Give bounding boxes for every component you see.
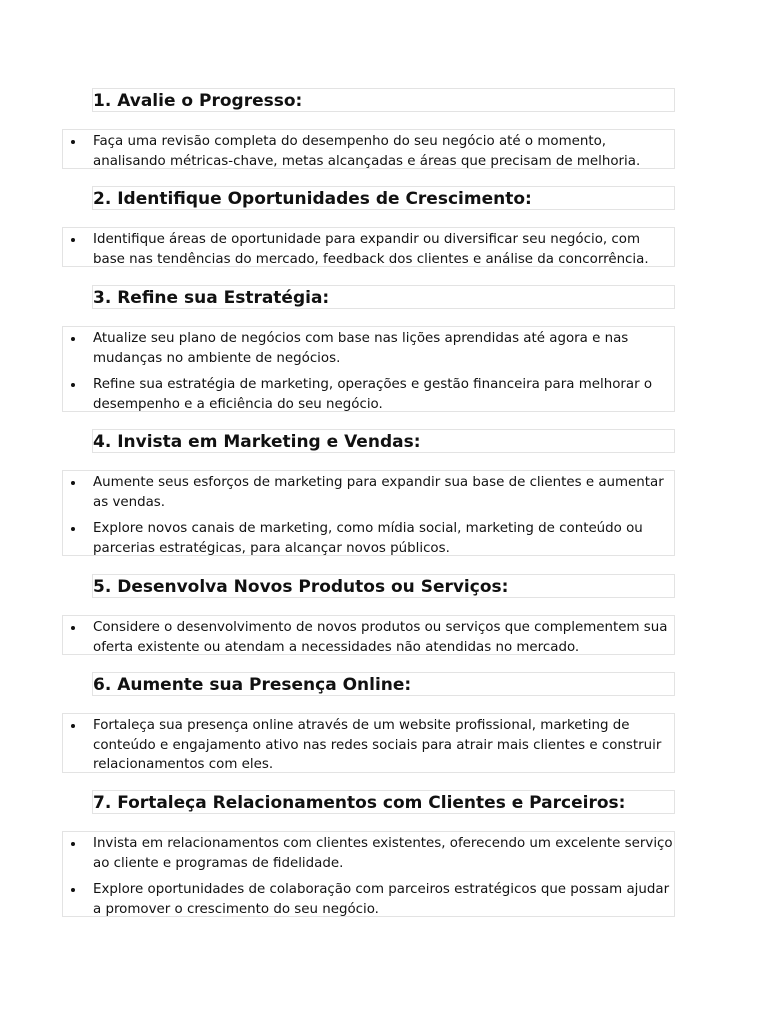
- list-item: Identifique áreas de oportunidade para expandir ou diversificar seu negócio, com base nas tendências do mercado, feedback dos clientes e análise da concorrência.: [63, 230, 674, 269]
- list-item: Invista em relacionamentos com clientes existentes, oferecendo um excelente serviço ao cliente e programas de fidelidade.: [63, 834, 674, 873]
- section-1-list: [62, 129, 675, 169]
- list-item: Aumente seus esforços de marketing para expandir sua base de clientes e aumentar as vendas.: [63, 473, 674, 512]
- section-4-list: [62, 470, 675, 556]
- section-5-list: [62, 615, 675, 655]
- section-7-heading: 7. Fortaleça Relacionamentos com Clientes e Parceiros:: [92, 790, 675, 814]
- list-item: Refine sua estratégia de marketing, operações e gestão financeira para melhorar o desempenho e a eficiência do seu negócio.: [63, 375, 674, 414]
- section-2-list: [62, 227, 675, 267]
- section-2-heading: 2. Identifique Oportunidades de Crescimento:: [92, 186, 675, 210]
- section-3-list: [62, 326, 675, 412]
- section-6-heading: 6. Aumente sua Presença Online:: [92, 672, 675, 696]
- list-item: Considere o desenvolvimento de novos produtos ou serviços que complementem sua oferta existente ou atendam a necessidades não atendidas no mercado.: [63, 618, 674, 657]
- section-4-heading: 4. Invista em Marketing e Vendas:: [92, 429, 675, 453]
- section-3-heading: 3. Refine sua Estratégia:: [92, 285, 675, 309]
- list-item: Fortaleça sua presença online através de um website profissional, marketing de conteúdo e engajamento ativo nas redes sociais para atrair mais clientes e construir relacionamentos com eles.: [63, 716, 674, 775]
- section-6-list: [62, 713, 675, 773]
- section-7-list: [62, 831, 675, 917]
- section-1-heading: 1. Avalie o Progresso:: [92, 88, 675, 112]
- list-item: Atualize seu plano de negócios com base nas lições aprendidas até agora e nas mudanças no ambiente de negócios.: [63, 329, 674, 368]
- section-5-heading: 5. Desenvolva Novos Produtos ou Serviços:: [92, 574, 675, 598]
- list-item: Explore novos canais de marketing, como mídia social, marketing de conteúdo ou parcerias estratégicas, para alcançar novos públicos.: [63, 519, 674, 558]
- list-item: Faça uma revisão completa do desempenho do seu negócio até o momento, analisando métricas-chave, metas alcançadas e áreas que precisam de melhoria.: [63, 132, 674, 171]
- list-item: Explore oportunidades de colaboração com parceiros estratégicos que possam ajudar a promover o crescimento do seu negócio.: [63, 880, 674, 919]
